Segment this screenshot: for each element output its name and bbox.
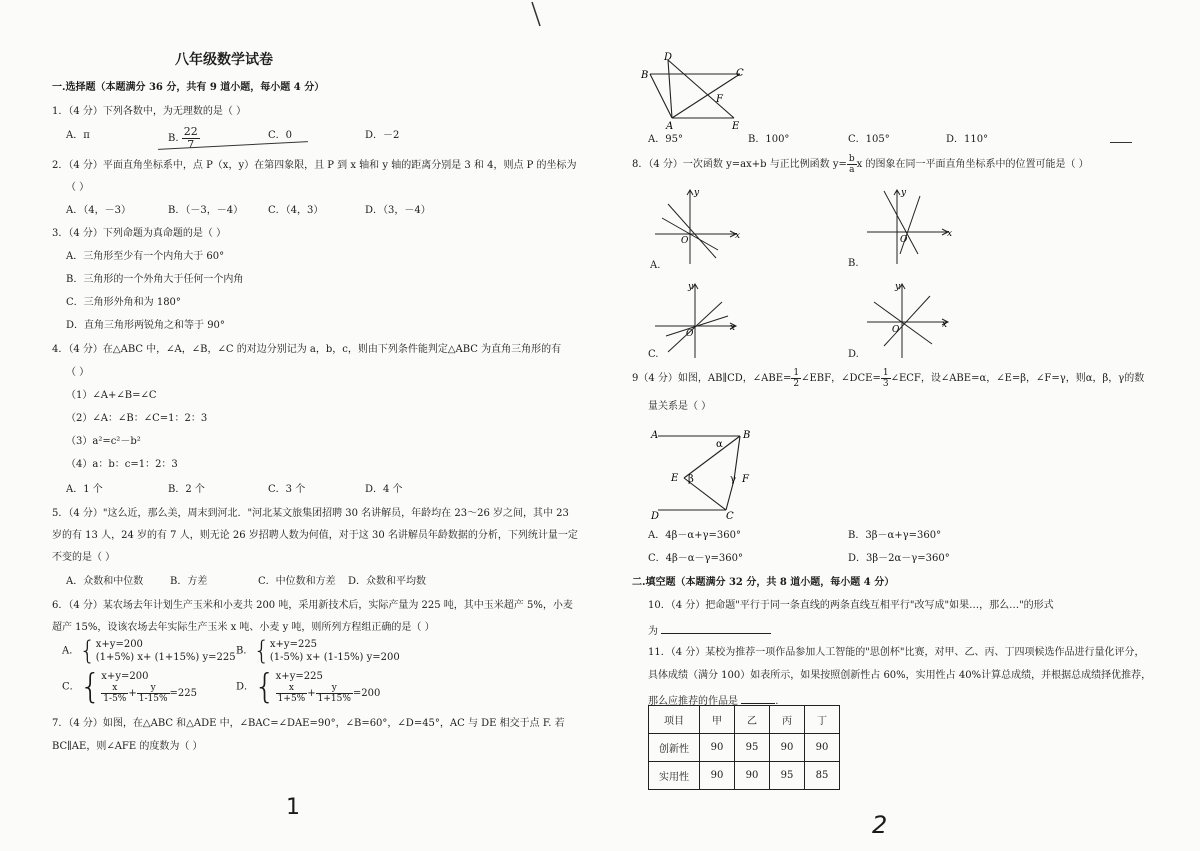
q6-d-frac-1-den: 1+5% (277, 694, 306, 704)
q9-frac-1-num: 1 (793, 368, 800, 378)
q8-graph-b (862, 186, 957, 266)
q9-option-a: A．4β－α+γ=360° (648, 530, 741, 541)
q9-fig-label-a: A (651, 430, 659, 441)
q6-line-2: 超产 15%，设该农场去年实际生产玉米 x 吨、小麦 y 吨，则所列方程组正确的是（ ） (52, 622, 435, 633)
q7-line-1: 7．（4 分）如图，在△ABC 和△ADE 中，∠BAC=∠DAE=90°，∠B=60°，∠D=45°，AC 与 DE 相交于点 F. 若 (52, 718, 565, 729)
q9-fig-label-c: C (726, 511, 734, 522)
q6-c-frac-2-den: 1-15% (138, 694, 168, 704)
q8-d-axis-x: x (942, 320, 948, 330)
q6-d-frac-2-den: 1+15% (317, 694, 351, 704)
q4-option-b: B．2 个 (168, 484, 205, 495)
q11-table-cell: 90 (735, 762, 770, 790)
q7-option-a: A．95° (648, 134, 683, 145)
q9-fig-label-b: B (743, 430, 751, 441)
q4-option-c: C．3 个 (268, 484, 306, 495)
q6-option-a-label: A． (62, 645, 80, 657)
q9-figure (646, 422, 766, 522)
q7-fig-label-c: C (736, 68, 744, 79)
q6-option-c (62, 667, 197, 707)
q9-fig-beta: β (688, 474, 694, 485)
q5-line-2: 岁的有 13 人，24 岁的有 7 人，则无论 26 岁招聘人数为何值，对于这 30 名讲解员年龄数据的分析，下列统计量一定 (52, 530, 578, 541)
q4-condition-2: （2）∠A：∠B：∠C=1：2：3 (66, 413, 208, 424)
q8-b-axis-y: y (901, 188, 907, 198)
q9-frac-1-den: 2 (793, 379, 800, 389)
section-1-heading: 一.选择题（本题满分 36 分，共有 9 道小题，每小题 4 分） (52, 82, 325, 93)
q4-stem-paren: （ ） (66, 367, 90, 378)
q11-line-2: 具体成绩（满分 100）如表所示，如果按照创新性占 60%，实用性占 40%计算总成绩，并根据总成绩择优推荐， (648, 670, 1152, 681)
q4-option-d: D．4 个 (365, 484, 403, 495)
right-margin-dash (1110, 142, 1132, 143)
q11-answer-blank[interactable] (741, 693, 775, 704)
q11-line-3-text: 那么应推荐的作品是 (648, 696, 738, 707)
q11-table-cell: 85 (805, 762, 840, 790)
page-2-handwritten-mark: 2 (872, 811, 888, 839)
q4-condition-3: （3）a²=c²－b² (66, 436, 141, 447)
q6-option-a (62, 638, 236, 664)
q9-fig-label-f: F (742, 474, 749, 485)
q6-option-d-brace: { (254, 667, 276, 707)
section-2-heading: 二.填空题（本题满分 32 分，共 8 道小题，每小题 4 分） (632, 577, 895, 588)
q4-condition-1: （1）∠A+∠B=∠C (66, 390, 157, 401)
q7-option-b: B．100° (748, 134, 790, 145)
q2-option-a: A．（4，－3） (66, 205, 131, 216)
q6-b-eq1: x+y=225 (269, 639, 318, 650)
q2-option-b: B．（－3，－4） (168, 205, 244, 216)
q8-d-origin: O (892, 325, 900, 335)
q9-frac-1 (791, 368, 801, 389)
q11-table-cell: 95 (735, 734, 770, 762)
q1-b-denominator: 7 (187, 138, 195, 151)
q8-c-axis-x: x (730, 323, 736, 333)
q11-table-cell: 90 (700, 734, 735, 762)
q6-c-plus: + (128, 688, 137, 699)
q11-table-cell: 实用性 (649, 762, 700, 790)
q3-option-a: A．三角形至少有一个内角大于 60° (66, 251, 225, 262)
q8-stem-fraction (847, 154, 857, 175)
q6-c-frac-1-den: 1-5% (103, 694, 127, 704)
q9-frac-2 (881, 368, 891, 389)
q8-d-axis-y: y (895, 282, 901, 292)
q8-stem-pre: 8．（4 分）一次函数 y=ax+b 与正比例函数 y= (632, 159, 847, 170)
q9-fig-gamma: γ (730, 474, 736, 485)
q6-option-d (236, 667, 381, 707)
q8-graph-a (650, 186, 745, 266)
q7-fig-label-b: B (641, 70, 649, 81)
q6-c-frac-2-num: y (137, 683, 170, 694)
q6-option-b (236, 638, 400, 664)
q4-condition-4: （4）a：b：c=1：2：3 (66, 459, 178, 470)
q9-fig-alpha: α (716, 439, 723, 450)
q6-d-frac-2 (316, 683, 353, 704)
q1-stem: 1．（4 分）下列各数中，为无理数的是（ ） (52, 106, 247, 117)
q11-table-cell: 90 (700, 762, 735, 790)
q11-table-cell: 90 (770, 734, 805, 762)
q7-fig-label-a: A (666, 121, 674, 132)
q7-fig-label-f: F (716, 94, 723, 105)
q9-frac-2-num: 1 (882, 368, 889, 378)
q11-table-header-cell: 乙 (735, 706, 770, 734)
q6-c-eq1: x+y=200 (101, 671, 149, 682)
q5-option-c: C．中位数和方差 (258, 576, 336, 587)
q6-b-eq2: (1-5%) x+ (1-15%) y=200 (269, 652, 400, 663)
q1-option-b-label: B. (168, 133, 179, 144)
q8-b-axis-x: x (947, 229, 953, 239)
q8-a-axis-x: x (735, 231, 741, 241)
q8-label-b: B. (848, 258, 859, 269)
page-1-handwritten-mark: 1 (286, 795, 300, 820)
q3-option-b: B．三角形的一个外角大于任何一个内角 (66, 274, 244, 285)
q9-fig-label-d: D (651, 511, 660, 522)
q11-table-cell: 90 (805, 734, 840, 762)
q8-a-origin: O (681, 236, 689, 246)
q6-option-d-system (276, 670, 381, 704)
q8-c-axis-y: y (688, 282, 694, 292)
q6-c-frac-1-num: x (101, 683, 128, 694)
q10-line-2-text: 为 (648, 626, 658, 637)
q4-option-a: A．1 个 (66, 484, 103, 495)
q8-stem-post: x 的图象在同一平面直角坐标系中的位置可能是（ ） (856, 159, 1089, 170)
q9-fig-label-e: E (671, 473, 679, 484)
q11-score-table (648, 705, 840, 790)
scan-mark-top (530, 0, 544, 30)
q11-table-cell: 95 (770, 762, 805, 790)
q10-line-2 (648, 623, 771, 638)
q6-d-eq1: x+y=225 (275, 671, 323, 682)
q6-option-a-system (96, 638, 236, 664)
q9-frac-2-den: 3 (882, 379, 889, 389)
q6-d-frac-1-num: x (276, 683, 308, 694)
q5-line-1: 5．（4 分）"这么近，那么美，周末到河北．"河北某文旅集团招聘 30 名讲解员，年龄均在 23～26 岁之间，其中 23 (52, 508, 569, 519)
q8-label-c: C. (648, 349, 659, 360)
q5-option-a: A．众数和中位数 (66, 576, 144, 587)
q5-option-b: B．方差 (170, 576, 208, 587)
q1-b-numerator: 22 (183, 125, 198, 138)
q6-option-d-label: D． (236, 681, 255, 693)
q8-frac-den: a (849, 165, 855, 175)
q8-label-d: D. (848, 349, 859, 360)
q2-stem-paren: （ ） (66, 182, 90, 193)
q11-table-cell: 创新性 (649, 734, 700, 762)
q6-option-c-label: C． (62, 681, 80, 693)
q6-d-plus: + (307, 688, 316, 699)
q10-answer-blank[interactable] (661, 623, 771, 634)
q1-option-a: A．π (66, 130, 90, 141)
q9-option-c: C．4β－α－γ=360° (648, 553, 743, 564)
q7-line-2: BC∥AE，则∠AFE 的度数为（ ） (52, 741, 203, 752)
q8-a-axis-y: y (694, 188, 700, 198)
q11-table-header-cell: 丁 (805, 706, 840, 734)
q6-c-eq2 (101, 683, 197, 704)
q7-option-c: C．105° (848, 134, 890, 145)
q6-d-equals: =200 (352, 688, 381, 699)
q8-c-origin: O (686, 329, 694, 339)
q9-option-b: B．3β－α+γ=360° (848, 530, 942, 541)
q3-option-c: C．三角形外角和为 180° (66, 297, 181, 308)
q3-stem: 3．（4 分）下列命题为真命题的是（ ） (52, 228, 227, 239)
q6-option-b-label: B． (236, 645, 254, 657)
q8-b-origin: O (900, 235, 908, 245)
paper-title: 八年级数学试卷 (175, 52, 273, 68)
q8-label-a: A. (650, 260, 661, 271)
q7-fig-label-d: D (664, 52, 673, 63)
q11-table-header-cell: 甲 (700, 706, 735, 734)
q11-table-header-cell: 项目 (649, 706, 700, 734)
q8-stem (632, 154, 1089, 175)
q7-fig-label-e: E (732, 121, 740, 132)
q6-option-b-system (270, 638, 400, 664)
q9-option-d: D．3β－2α－γ=360° (848, 553, 950, 564)
q9-line-2: 量关系是（ ） (648, 401, 712, 412)
q6-option-a-brace: { (79, 636, 96, 666)
q6-line-1: 6．（4 分）某农场去年计划生产玉米和小麦共 200 吨，采用新技术后，实际产量为 225 吨，其中玉米超产 5%，小麦 (52, 600, 573, 611)
q6-option-c-system (101, 670, 197, 704)
q7-option-d: D．110° (946, 134, 989, 145)
q6-a-eq2: (1+5%) x+ (1+15%) y=225 (95, 652, 236, 663)
q11-table-header-row (649, 706, 840, 734)
q11-line-1: 11．（4 分）某校为推荐一项作品参加人工智能的"思创杯"比赛，对甲、乙、丙、丁四项候选作品进行量化评分， (648, 647, 1145, 658)
q5-option-d: D．众数和平均数 (348, 576, 427, 587)
q6-option-b-brace: { (253, 636, 270, 666)
q4-stem: 4．（4 分）在△ABC 中，∠A，∠B，∠C 的对边分别记为 a，b，c，则由下列条件能判定△ABC 为直角三角形的有 (52, 344, 562, 355)
q9-stem (632, 368, 1144, 389)
q2-option-c: C．（4，3） (268, 205, 324, 216)
q9-stem-mid: ∠EBF，∠DCE= (801, 373, 881, 384)
q11-line-3-end: . (775, 696, 779, 707)
q8-graph-d (862, 280, 957, 360)
q1-option-c: C．0 (268, 130, 293, 141)
q9-stem-post: ∠ECF，设∠ABE=α，∠E=β，∠F=γ，则α，β，γ的数 (890, 373, 1145, 384)
q6-c-frac-1 (101, 683, 128, 704)
q6-c-equals: =225 (169, 688, 197, 699)
q11-table-row (649, 734, 840, 762)
q11-table-row (649, 762, 840, 790)
q11-table-header-cell: 丙 (770, 706, 805, 734)
q5-line-3: 不变的是（ ） (52, 552, 116, 563)
q8-graph-c (650, 280, 745, 360)
q6-d-frac-1 (276, 683, 308, 704)
q3-option-d: D．直角三角形两锐角之和等于 90° (66, 320, 225, 331)
q2-stem: 2．（4 分）平面直角坐标系中，点 P（x，y）在第四象限，且 P 到 x 轴和 y 轴的距离分别是 3 和 4，则点 P 的坐标为 (52, 160, 577, 171)
q7-figure (636, 50, 756, 132)
q6-option-c-brace: { (79, 667, 102, 707)
q6-d-eq2 (276, 683, 381, 704)
q1-option-d: D．－2 (365, 130, 400, 141)
q9-stem-pre: 9（4 分）如图，AB∥CD，∠ABE= (632, 373, 792, 384)
q8-frac-num: b (848, 154, 855, 164)
q2-option-d: D．（3，－4） (365, 205, 431, 216)
q6-d-frac-2-num: y (316, 683, 353, 694)
q6-a-eq1: x+y=200 (95, 639, 143, 650)
q6-c-frac-2 (137, 683, 170, 704)
q10-line-1: 10．（4 分）把命题"平行于同一条直线的两条直线互相平行"改写成"如果…，那么…"的形式 (648, 600, 1054, 611)
